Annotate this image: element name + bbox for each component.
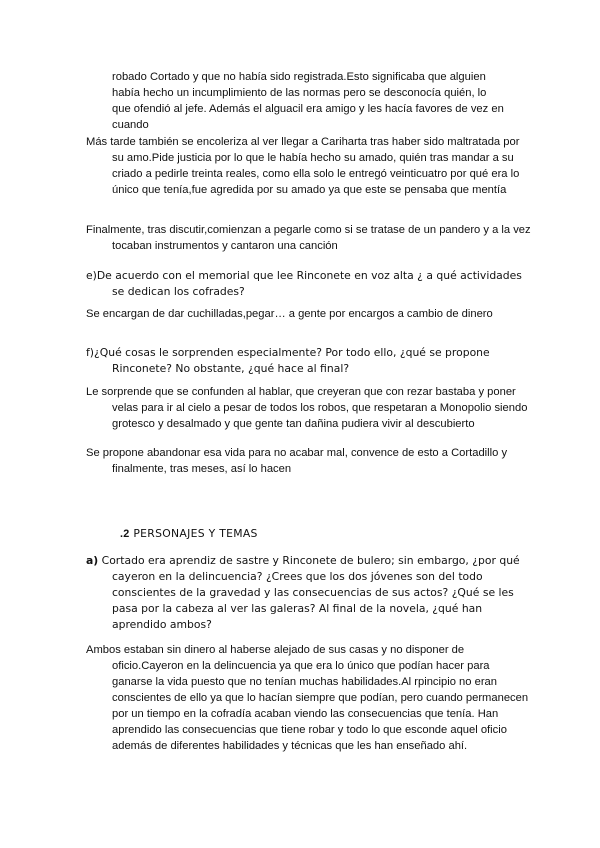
section-number: .2: [120, 528, 130, 540]
answer-e: Se encargan de dar cuchilladas,pegar… a gente por encargos a cambio de dinero: [86, 308, 493, 320]
answer-f-part-2: Se propone abandonar esa vida para no acabar mal, convence de esto a Cortadillo y finalmente, tras meses, así lo hacen: [86, 447, 508, 475]
paragraph-finalmente: Finalmente, tras discutir,comienzan a pegarle como si se tratase de un pandero y a la vez tocaban instrumentos y cantaron una canción: [86, 224, 531, 252]
continued-paragraph: robado Cortado y que no había sido registrada.Esto significaba que alguien había hecho un incumplimiento de las normas pero se desconocía quién, lo que ofendió al jefe. Además el alguacil era amigo y les hacía favores de vez en cuando: [112, 71, 504, 131]
question-e: e)De acuerdo con el memorial que lee Rinconete en voz alta ¿ a qué actividades se dedican los cofrades?: [86, 269, 522, 298]
question-a-text: Cortado era aprendiz de sastre y Rinconete de bulero; sin embargo, ¿por qué cayeron en la delincuencia? ¿Crees que los dos jóvenes son del todo conscientes de la gravedad y las consecuencias de sus actos? ¿Qué se les pasa por la cabeza al ver las galeras? Al final de la novela, ¿qué han aprendido ambos?: [98, 554, 520, 631]
answer-a: Ambos estaban sin dinero al haberse alejado de sus casas y no disponer de oficio.Cayeron en la delincuencia ya que era lo único que podían hacer para ganarse la vida puesto que no tenían muchas habilidades.Al rpincipio no eran conscientes de ello ya que lo hacían siempre que podían, pero cuando permanecen por un tiempo en la cofradía acaban viendo las consecuencias que tenía. Han aprendido las consecuencias que tiene robar y todo lo que esconde aquel oficio además de diferentes habilidades y técnicas que les han enseñado ahí.: [86, 644, 529, 752]
question-a-label: a): [86, 554, 99, 567]
question-a: [86, 553, 532, 633]
answer-f-part-1: Le sorprende que se confunden al hablar, que creyeran que con rezar bastaba y poner velas para ir al cielo a pesar de todos los robos, que respetaran a Monopolio siendo grotesco y desalmado y que gente tan dañina pudiera vivir al descubierto: [86, 386, 528, 430]
paragraph-mas-tarde: Más tarde también se encoleriza al ver llegar a Cariharta tras haber sido maltratada por su amo.Pide justicia por lo que le había hecho su amado, quién tras mandar a su criado a pedirle treinta reales, como ella solo le entregó veinticuatro por qué era lo único que tenía,fue agredida por su amado ya que este se pensaba que mentía: [86, 136, 520, 196]
section-title: PERSONAJES Y TEMAS: [129, 527, 258, 540]
question-f: f)¿Qué cosas le sorprenden especialmente? Por todo ello, ¿qué se propone Rinconete? No obstante, ¿qué hace al final?: [86, 346, 490, 375]
section-heading: [120, 527, 258, 540]
